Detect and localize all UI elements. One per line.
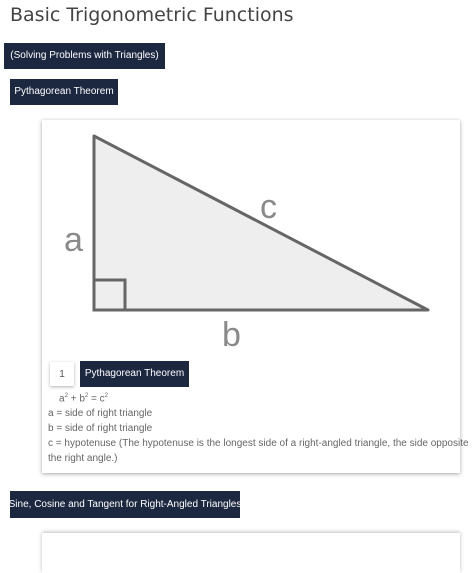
side-c-label: c [260, 188, 277, 226]
card-pythagorean-caption[interactable]: Pythagorean Theorem [80, 361, 189, 387]
side-b-label: b [222, 316, 241, 354]
next-card [42, 533, 460, 573]
page-title: Basic Trigonometric Functions [10, 4, 294, 26]
item-number-badge: 1 [50, 362, 74, 386]
formula-plus: + [67, 393, 80, 405]
pythagorean-theorem-label[interactable]: Pythagorean Theorem [10, 79, 118, 105]
sine-cosine-tangent-label[interactable]: Sine, Cosine and Tangent for Right-Angled Triangles [10, 491, 240, 518]
desc-side-b: b = side of right triangle [48, 423, 153, 434]
formula-exp-b: 2 [84, 393, 89, 399]
formula-exp-c: 2 [104, 393, 108, 399]
desc-hypotenuse: c = hypotenuse (The hypotenuse is the longest side of a right-angled triangle, the side opposite [48, 438, 469, 449]
formula-c: c [99, 393, 105, 405]
solving-problems-label[interactable]: (Solving Problems with Triangles) [4, 43, 165, 69]
formula-equals: = [88, 393, 100, 405]
desc-side-a: a = side of right triangle [48, 408, 153, 419]
pythagorean-formula [59, 393, 108, 404]
desc-hypotenuse-cont: the right angle.) [48, 453, 118, 464]
pythagorean-card [42, 120, 469, 473]
formula-b: b [79, 393, 85, 405]
formula-a: a [59, 393, 65, 405]
right-triangle-diagram [42, 120, 460, 360]
side-a-label: a [64, 221, 83, 259]
formula-exp-a: 2 [64, 393, 68, 399]
